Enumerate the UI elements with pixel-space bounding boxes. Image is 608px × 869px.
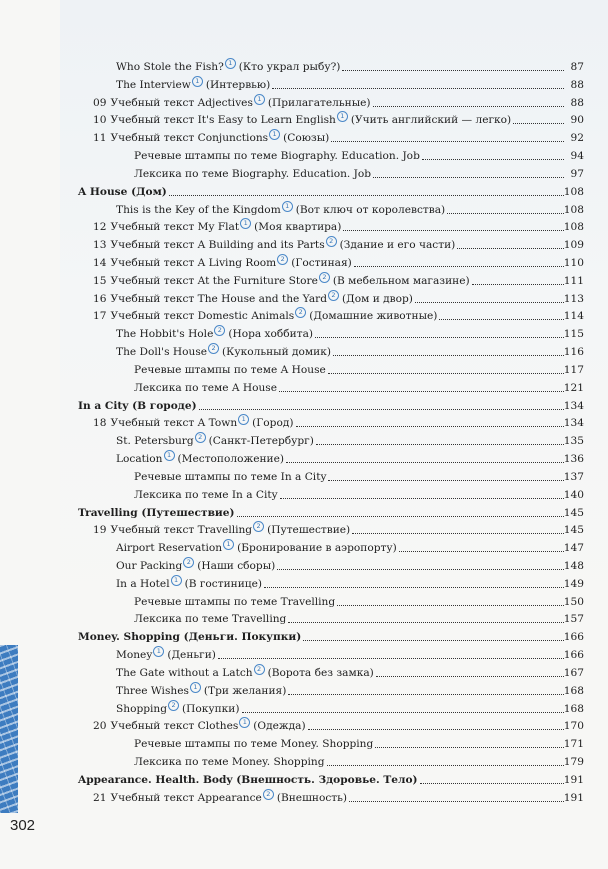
audio-level-badge-icon: 1 [282, 201, 293, 212]
toc-page-number: 108 [563, 185, 584, 198]
toc-entry-title-text: Airport Reservation [116, 542, 223, 555]
toc-entry-title [93, 254, 352, 272]
toc-page-number: 167 [563, 666, 584, 679]
toc-entry-translation: (Санкт-Петербург) [208, 435, 314, 448]
toc-entry[interactable] [0, 201, 608, 219]
toc-entry-title-text: Лексика по теме In a City [134, 488, 278, 501]
toc-entry-title-text: Учебный текст Adjectives [110, 96, 253, 109]
toc-entry-title-text: Лексика по теме A House [134, 381, 278, 394]
toc-entry-title [134, 735, 373, 753]
toc-entry-translation: (Одежда) [253, 720, 306, 733]
audio-level-badge-icon: 1 [164, 450, 175, 461]
dot-leader [373, 177, 564, 178]
dot-leader [457, 248, 564, 249]
toc-entry-title-text: The Hobbit's Hole [116, 328, 214, 341]
toc-entry-title-text: Речевые штампы по теме Travelling [134, 595, 336, 608]
toc-entry-translation: (Прилагательные) [267, 96, 371, 109]
toc-entry-title [93, 272, 470, 290]
toc-entry-title [78, 397, 197, 415]
toc-entry-translation: (Путешествие) [267, 524, 351, 537]
dot-leader [280, 498, 564, 499]
dot-leader [296, 426, 564, 427]
toc-entry-translation: (Покупки) [182, 702, 240, 715]
toc-entry-translation: (Ворота без замка) [267, 666, 374, 679]
audio-level-badge-icon: 1 [171, 575, 182, 586]
audio-level-badge-icon: 1 [192, 76, 203, 87]
toc-entry-title [116, 343, 331, 361]
toc-entry-title-text: Money. Shopping (Деньги. Покупки) [78, 631, 302, 644]
toc-entry[interactable] [0, 76, 608, 94]
toc-entry-translation: (Интервью) [205, 78, 271, 91]
toc-section[interactable] [0, 504, 608, 522]
toc-entry[interactable] [0, 379, 608, 397]
dot-leader [352, 533, 564, 534]
toc-entry-title-text: Учебный текст It's Easy to Learn English [110, 114, 336, 127]
toc-page-number: 113 [563, 292, 584, 305]
dot-leader [472, 284, 564, 285]
dot-leader [264, 587, 564, 588]
dot-leader [218, 658, 564, 659]
toc-page-number: 88 [570, 78, 584, 91]
dot-leader [288, 694, 564, 695]
toc-entry-title-text: Учебный текст A Building and its Parts [110, 239, 325, 252]
audio-level-badge-icon: 2 [277, 254, 288, 265]
toc-entry[interactable] [0, 343, 608, 361]
toc-entry[interactable] [0, 664, 608, 682]
toc-entry[interactable] [0, 682, 608, 700]
toc-entry-title-text: Учебный текст My Flat [110, 221, 240, 234]
toc-entry-translation: (Внешность) [276, 791, 348, 804]
toc-entry-title-text: Travelling (Путешествие) [78, 506, 235, 519]
toc-entry-title [116, 450, 284, 468]
toc-entry-title [93, 129, 329, 147]
toc-page-number: 145 [563, 506, 584, 519]
dot-leader [420, 783, 564, 784]
toc-page-number: 157 [563, 613, 584, 626]
toc-entry-title [116, 325, 313, 343]
toc-section[interactable] [0, 397, 608, 415]
toc-entry-title [116, 682, 286, 700]
dot-leader [169, 195, 564, 196]
toc-entry-title-text: The Doll's House [116, 346, 208, 359]
toc-entry-title-text: Учебный текст A Living Room [110, 257, 277, 270]
toc-entry-title [134, 468, 326, 486]
toc-entry[interactable] [0, 557, 608, 575]
toc-entry-title [134, 147, 420, 165]
toc-entry-title-text: Речевые штампы по теме In a City [134, 470, 327, 483]
toc-entry[interactable] [0, 272, 608, 290]
toc-entry-number: 12 [93, 221, 107, 234]
toc-entry[interactable] [0, 735, 608, 753]
toc-section[interactable] [0, 771, 608, 789]
toc-entry-number: 14 [93, 257, 107, 270]
toc-entry[interactable] [0, 717, 608, 735]
audio-level-badge-icon: 2 [183, 557, 194, 568]
audio-level-badge-icon: 2 [168, 700, 179, 711]
dot-leader [333, 355, 564, 356]
toc-entry-translation: (Бронирование в аэропорту) [237, 542, 397, 555]
toc-entry-title [93, 236, 455, 254]
audio-level-badge-icon: 1 [190, 682, 201, 693]
toc-entry-title [134, 379, 277, 397]
audio-level-badge-icon: 2 [319, 272, 330, 283]
dot-leader [272, 88, 564, 89]
toc-entry-title-text: In a Hotel [116, 577, 170, 590]
toc-page-number: 137 [563, 470, 584, 483]
toc-entry-title-text: A House (Дом) [78, 185, 167, 198]
dot-leader [343, 230, 564, 231]
toc-entry-title [134, 165, 371, 183]
toc-entry[interactable] [0, 610, 608, 628]
audio-level-badge-icon: 2 [263, 789, 274, 800]
toc-entry-title-text: Речевые штампы по теме A House [134, 363, 326, 376]
toc-entry-translation: (Дом и двор) [342, 292, 413, 305]
toc-page-number: 170 [563, 720, 584, 733]
toc-entry[interactable] [0, 290, 608, 308]
toc-entry[interactable] [0, 789, 608, 807]
toc-entry-translation: (Здание и его части) [339, 239, 456, 252]
toc-entry-number: 21 [93, 791, 107, 804]
dot-leader [415, 302, 564, 303]
toc-entry-title-text: Money [116, 649, 153, 662]
toc-entry-title [116, 58, 340, 76]
toc-entry-title [78, 183, 167, 201]
toc-entry-translation: (Наши сборы) [197, 559, 276, 572]
toc-entry[interactable] [0, 432, 608, 450]
audio-level-badge-icon: 1 [269, 129, 280, 140]
audio-level-badge-icon: 2 [214, 325, 225, 336]
toc-entry-title-text: Речевые штампы по теме Biography. Education. Job [134, 150, 420, 163]
audio-level-badge-icon: 1 [153, 646, 164, 657]
toc-section[interactable] [0, 628, 608, 646]
toc-entry-number: 19 [93, 524, 107, 537]
audio-level-badge-icon: 1 [238, 414, 249, 425]
toc-entry[interactable] [0, 361, 608, 379]
dot-leader [373, 106, 564, 107]
toc-entry[interactable] [0, 700, 608, 718]
toc-page-number: 94 [570, 150, 584, 163]
toc-page-number: 179 [563, 755, 584, 768]
toc-entry[interactable] [0, 111, 608, 129]
toc-entry-translation: (Союзы) [283, 132, 330, 145]
toc-entry-title-text: Учебный текст Conjunctions [110, 132, 269, 145]
toc-page-number: 108 [563, 221, 584, 234]
toc-entry-title [93, 717, 306, 735]
toc-entry-title [134, 593, 335, 611]
toc-page-number: 108 [563, 203, 584, 216]
toc-entry-title-text: St. Petersburg [116, 435, 194, 448]
toc-page-number: 90 [570, 114, 584, 127]
audio-level-badge-icon: 2 [208, 343, 219, 354]
toc-page-number: 114 [563, 310, 584, 323]
toc-page-number: 135 [563, 435, 584, 448]
toc-entry-number: 18 [93, 417, 107, 430]
toc-entry-title-text: Лексика по теме Biography. Education. Job [134, 167, 372, 180]
dot-leader [288, 622, 564, 623]
toc-entry-number: 10 [93, 114, 107, 127]
toc-entry-translation: (Моя квартира) [254, 221, 342, 234]
toc-entry-title-text: Учебный текст Appearance [110, 791, 262, 804]
toc-page-number: 121 [563, 381, 584, 394]
toc-page-number: 109 [563, 239, 584, 252]
audio-level-badge-icon: 1 [225, 58, 236, 69]
toc-page-number: 97 [570, 167, 584, 180]
toc-entry-title-text: Shopping [116, 702, 168, 715]
toc-entry[interactable] [0, 575, 608, 593]
audio-level-badge-icon: 2 [195, 432, 206, 443]
toc-page-number: 191 [563, 791, 584, 804]
toc-entry-title-text: The Interview [116, 78, 191, 91]
toc-entry[interactable] [0, 521, 608, 539]
toc-entry-number: 09 [93, 96, 107, 109]
dot-leader [349, 801, 564, 802]
toc-entry[interactable] [0, 129, 608, 147]
toc-entry[interactable] [0, 58, 608, 76]
toc-entry-title-text: Речевые штампы по теме Money. Shopping [134, 738, 374, 751]
toc-entry[interactable] [0, 646, 608, 664]
dot-leader [279, 391, 564, 392]
toc-entry[interactable] [0, 486, 608, 504]
toc-entry-translation: (Кукольный домик) [222, 346, 331, 359]
toc-page-number: 166 [563, 631, 584, 644]
toc-page-number: 110 [563, 257, 584, 270]
toc-entry-title-text: Appearance. Health. Body (Внешность. Здоровье. Тело) [78, 773, 418, 786]
toc-entry-translation: (Вот ключ от королевства) [295, 203, 446, 216]
toc-page-number: 149 [563, 577, 584, 590]
toc-page-number: 117 [563, 363, 584, 376]
toc-entry-title-text: In a City (В городе) [78, 399, 197, 412]
audio-level-badge-icon: 1 [239, 717, 250, 728]
toc-entry-title [78, 504, 235, 522]
toc-entry-title [93, 111, 511, 129]
toc-entry-translation: (Местоположение) [177, 453, 285, 466]
dot-leader [354, 266, 564, 267]
toc-entry[interactable] [0, 94, 608, 112]
toc-entry-number: 20 [93, 720, 107, 733]
audio-level-badge-icon: 1 [337, 111, 348, 122]
toc-entry[interactable] [0, 325, 608, 343]
audio-level-badge-icon: 2 [254, 664, 265, 675]
toc-entry-title-text: Учебный текст A Town [110, 417, 238, 430]
toc-entry-title [116, 539, 397, 557]
dot-leader [375, 747, 564, 748]
toc-entry-title [116, 664, 374, 682]
toc-page-number: 150 [563, 595, 584, 608]
toc-entry-translation: (В гостинице) [184, 577, 262, 590]
toc-entry-title [134, 753, 325, 771]
dot-leader [327, 765, 564, 766]
toc-entry-title-text: Учебный текст The House and the Yard [110, 292, 327, 305]
dot-leader [328, 480, 564, 481]
toc-page-number: 116 [563, 346, 584, 359]
toc-entry-number: 17 [93, 310, 107, 323]
dot-leader [328, 373, 564, 374]
toc-page-number: 148 [563, 559, 584, 572]
dot-leader [376, 676, 564, 677]
toc-page-number: 191 [563, 773, 584, 786]
toc-entry-title [93, 414, 294, 432]
toc-entry-title [78, 771, 418, 789]
toc-page-number: 134 [563, 417, 584, 430]
toc-section[interactable] [0, 183, 608, 201]
toc-page-number: 140 [563, 488, 584, 501]
toc-page-number: 145 [563, 524, 584, 537]
toc-entry-title-text: The Gate without a Latch [116, 666, 253, 679]
toc-page-number: 147 [563, 542, 584, 555]
toc-page-number: 87 [570, 61, 584, 73]
toc-entry[interactable] [0, 468, 608, 486]
dot-leader [439, 319, 564, 320]
toc-page-number: 136 [563, 453, 584, 466]
dot-leader [315, 337, 564, 338]
dot-leader [337, 605, 564, 606]
toc-entry[interactable] [0, 539, 608, 557]
toc-entry-number: 16 [93, 292, 107, 305]
toc-entry-translation: (Учить английский — легко) [350, 114, 512, 127]
dot-leader [399, 551, 564, 552]
toc-entry[interactable] [0, 254, 608, 272]
toc-entry-title [93, 94, 371, 112]
page-number: 302 [10, 817, 36, 834]
audio-level-badge-icon: 1 [223, 539, 234, 550]
toc-entry-title-text: Учебный текст Clothes [110, 720, 239, 733]
toc-entry-title [93, 290, 413, 308]
toc-entry[interactable] [0, 218, 608, 236]
toc-entry-title [116, 646, 216, 664]
toc-entry-title-text: Лексика по теме Money. Shopping [134, 755, 325, 768]
toc-entry-title [134, 361, 326, 379]
dot-leader [303, 640, 564, 641]
dot-leader [342, 70, 564, 71]
toc-entry-title [116, 432, 314, 450]
toc-entry-translation: (Кто украл рыбу?) [238, 61, 341, 73]
toc-entry-number: 11 [93, 132, 107, 145]
dot-leader [316, 444, 564, 445]
toc-entry-title [116, 201, 445, 219]
toc-entry-translation: (Гостиная) [291, 257, 352, 270]
toc-entry-title [134, 486, 278, 504]
toc-entry-title-text: Location [116, 453, 163, 466]
toc-page-number: 92 [570, 132, 584, 145]
toc-entry-title-text: This is the Key of the Kingdom [116, 203, 281, 216]
toc-page-number: 115 [563, 328, 584, 341]
audio-level-badge-icon: 1 [240, 218, 251, 229]
dot-leader [422, 159, 564, 160]
toc-entry-title [93, 218, 341, 236]
audio-level-badge-icon: 2 [253, 521, 264, 532]
toc-entry-number: 15 [93, 274, 107, 287]
toc-entry-title [93, 521, 350, 539]
toc-entry-number: 13 [93, 239, 107, 252]
toc-page-number: 111 [563, 274, 584, 287]
toc-entry-title [116, 700, 240, 718]
toc-entry-title-text: Учебный текст Domestic Animals [110, 310, 295, 323]
dot-leader [308, 729, 564, 730]
toc-page-number: 171 [563, 738, 584, 751]
toc-entry-translation: (В мебельном магазине) [332, 274, 470, 287]
toc-entry-translation: (Город) [252, 417, 294, 430]
toc-page-number: 168 [563, 702, 584, 715]
toc-entry[interactable] [0, 236, 608, 254]
toc-page-number: 166 [563, 649, 584, 662]
toc-entry-translation: (Три желания) [203, 684, 287, 697]
toc-entry-title-text: Who Stole the Fish? [116, 61, 224, 73]
audio-level-badge-icon: 2 [328, 290, 339, 301]
audio-level-badge-icon: 1 [254, 94, 265, 105]
dot-leader [242, 712, 564, 713]
toc-entry-title [116, 76, 270, 94]
toc-entry-title-text: Our Packing [116, 559, 183, 572]
toc-entry-title-text: Учебный текст At the Furniture Store [110, 274, 318, 287]
toc-entry[interactable] [0, 307, 608, 325]
audio-level-badge-icon: 2 [295, 307, 306, 318]
toc-entry-translation: (Нора хоббита) [228, 328, 314, 341]
dot-leader [331, 141, 564, 142]
dot-leader [447, 213, 564, 214]
dot-leader [286, 462, 564, 463]
toc-entry-title-text: Three Wishes [116, 684, 189, 697]
dot-leader [237, 516, 564, 517]
toc-entry-title [93, 789, 347, 807]
toc-entry[interactable] [0, 593, 608, 611]
toc-entry-title [93, 307, 437, 325]
toc-entry-translation: (Деньги) [167, 649, 216, 662]
dot-leader [513, 123, 564, 124]
toc-entry-title [78, 628, 301, 646]
toc-entry-title-text: Лексика по теме Travelling [134, 613, 287, 626]
toc-entry[interactable] [0, 165, 608, 183]
toc-entry[interactable] [0, 450, 608, 468]
toc-entry-title-text: Учебный текст Travelling [110, 524, 253, 537]
toc-page-number: 134 [563, 399, 584, 412]
toc-entry[interactable] [0, 753, 608, 771]
toc-entry[interactable] [0, 414, 608, 432]
dot-leader [277, 569, 564, 570]
dot-leader [199, 409, 564, 410]
audio-level-badge-icon: 2 [326, 236, 337, 247]
toc-entry-title [134, 610, 286, 628]
toc-entry-title [116, 575, 262, 593]
toc-entry-translation: (Домашние животные) [309, 310, 438, 323]
toc-entry-title [116, 557, 275, 575]
toc-entry[interactable] [0, 147, 608, 165]
toc-page-number: 88 [570, 96, 584, 109]
toc-page-number: 168 [563, 684, 584, 697]
